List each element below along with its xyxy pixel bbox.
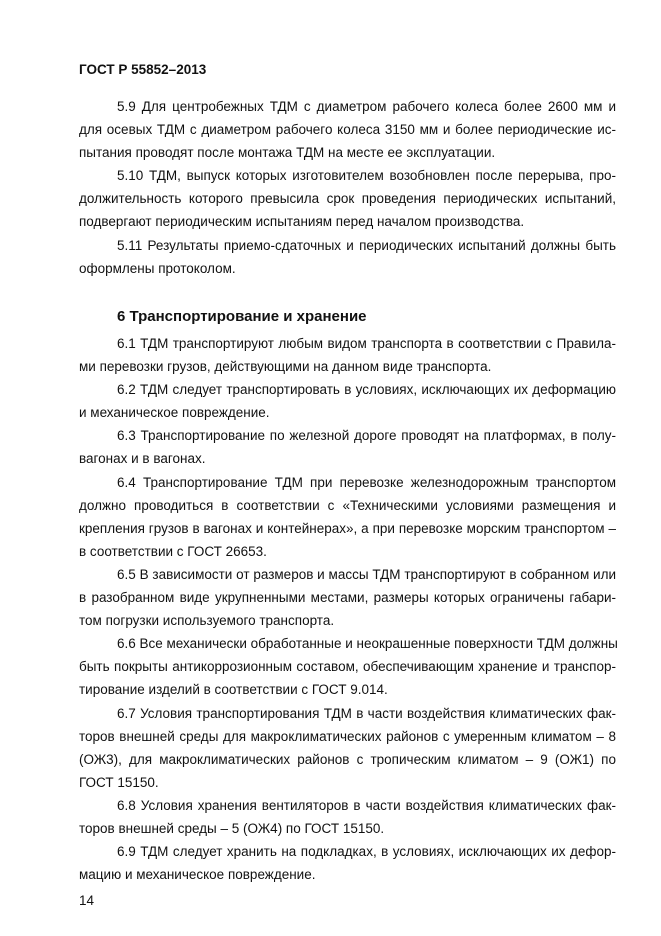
paragraph-line: должно проводиться в соответствии с «Техническими условиями размещения и [79,497,616,513]
paragraph-line: ми перевозки грузов, действующими на данном виде транспорта. [79,359,492,375]
page-number: 14 [79,893,95,908]
paragraph [79,840,616,886]
paragraph-line: тирование изделий в соответствии с ГОСТ 9.014. [79,682,388,698]
paragraph [79,632,616,701]
paragraph [79,95,616,164]
paragraph-line: крепления грузов в вагонах и контейнерах», а при перевозке морским транспортом – [79,520,616,536]
paragraph-line: в разобранном виде укрупненными местами, размеры которых ограничены габари- [79,590,616,606]
paragraph-line: пытания проводят после монтажа ТДМ на месте ее эксплуатации. [79,145,496,161]
paragraph-line: 6.4 Транспортирование ТДМ при перевозке железнодорожным транспортом [117,474,616,490]
paragraph-line: для осевых ТДМ с диаметром рабочего колеса 3150 мм и более периодические ис- [79,122,616,138]
paragraph [79,378,616,424]
paragraph-line: 6.5 В зависимости от размеров и массы ТДМ транспортируют в собранном или [117,566,616,582]
paragraph-line: и механическое повреждение. [79,405,270,421]
section-6-heading: 6 Транспортирование и хранение [117,308,367,325]
paragraph-line: 6.2 ТДМ следует транспортировать в условиях, исключающих их деформацию [117,382,616,398]
paragraph-line: 5.10 ТДМ, выпуск которых изготовителем возобновлен после перерыва, про- [117,168,616,184]
paragraph [79,164,616,233]
paragraph [79,702,616,794]
paragraph-line: мацию и механическое повреждение. [79,867,316,883]
paragraph [79,563,616,632]
paragraph [79,332,616,378]
section-5-body [79,95,616,280]
paragraph-line: 6.9 ТДМ следует хранить на подкладках, в условиях, исключающих их дефор- [117,844,616,860]
document-header: ГОСТ Р 55852–2013 [79,62,207,77]
paragraph-line: оформлены протоколом. [79,260,236,276]
paragraph-line: быть покрыты антикоррозионным составом, обеспечивающим хранение и транспор- [79,659,616,675]
paragraph [79,424,616,470]
paragraph-line: 5.9 Для центробежных ТДМ с диаметром рабочего колеса более 2600 мм и [117,99,616,114]
paragraph-line: должительность которого превысила срок проведения периодических испытаний, [79,191,616,207]
paragraph-line: 6.8 Условия хранения вентиляторов в части воздействия климатических фак- [117,797,616,813]
paragraph-line: том погрузки используемого транспорта. [79,613,335,629]
paragraph [79,234,616,280]
paragraph-line: торов внешней среды – 5 (ОЖ4) по ГОСТ 15150. [79,820,385,836]
paragraph-line: 6.1 ТДМ транспортируют любым видом транспорта в соответствии с Правила- [117,336,616,351]
paragraph-line: вагонах и в вагонах. [79,451,206,467]
paragraph-line: ГОСТ 15150. [79,774,159,790]
paragraph-line: 5.11 Результаты приемо-сдаточных и периодических испытаний должны быть [117,237,616,253]
section-6-body [79,332,616,886]
paragraph-line: подвергают периодическим испытаниям перед началом производства. [79,214,525,230]
paragraph-line: торов внешней среды для макроклиматических районов с умеренным климатом – 8 [79,728,616,744]
paragraph-line: (ОЖ3), для макроклиматических районов с тропическим климатом – 9 (ОЖ1) по [79,751,616,767]
paragraph [79,471,616,563]
paragraph [79,794,616,840]
paragraph-line: 6.6 Все механически обработанные и неокрашенные поверхности ТДМ должны [117,636,618,652]
paragraph-line: 6.3 Транспортирование по железной дороге проводят на платформах, в полу- [117,428,616,444]
paragraph-line: в соответствии с ГОСТ 26653. [79,543,267,559]
paragraph-line: 6.7 Условия транспортирования ТДМ в части воздействия климатических фак- [117,705,616,721]
